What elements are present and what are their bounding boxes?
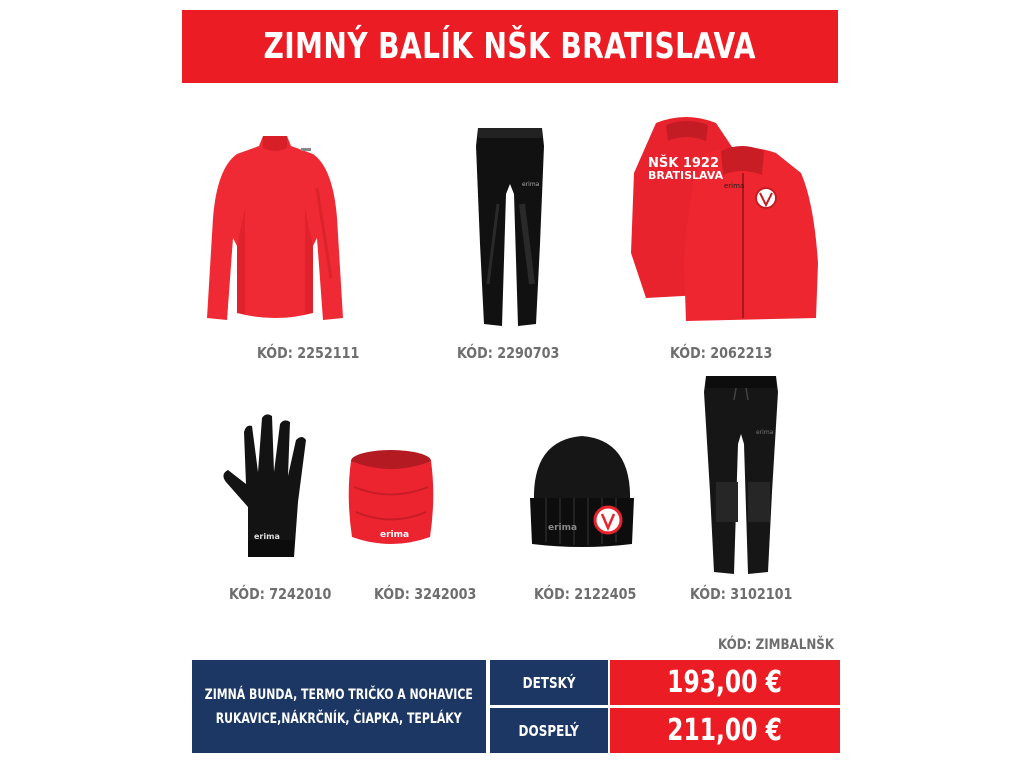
gloves-image <box>218 412 313 562</box>
thermo-pants-image <box>470 124 550 329</box>
product-code-neck-warmer: KÓD: 3242003 <box>374 585 477 603</box>
winter-jacket-image <box>626 113 821 328</box>
jacket-print-line2: BRATISLAVA <box>648 169 724 182</box>
description-line-2: RUKAVICE,NÁKRČNÍK, ČIAPKA, TEPLÁKY <box>216 710 462 727</box>
neck-warmer-image <box>342 447 440 549</box>
title-banner <box>182 10 838 83</box>
jacket-print-line1: NŠK 1922 <box>648 156 720 171</box>
price-label-adult: DOSPELÝ <box>490 708 608 753</box>
product-code-thermo-shirt: KÓD: 2252111 <box>257 344 360 362</box>
product-code-winter-jacket: KÓD: 2062213 <box>670 344 773 362</box>
thermo-shirt-image <box>205 128 345 333</box>
beanie-image <box>526 432 638 550</box>
beanie-brand: erima <box>548 523 578 533</box>
product-code-thermo-pants: KÓD: 2290703 <box>457 344 560 362</box>
neck-warmer-brand: erima <box>380 530 410 540</box>
package-code: KÓD: ZIMBALNŠK <box>718 637 835 653</box>
product-code-beanie: KÓD: 2122405 <box>534 585 637 603</box>
product-code-track-pants: KÓD: 3102101 <box>690 585 793 603</box>
svg-text:erima: erima <box>756 429 774 436</box>
svg-text:erima: erima <box>522 181 540 188</box>
svg-text:erima: erima <box>724 182 745 190</box>
track-pants-image <box>700 372 782 577</box>
package-description <box>192 660 486 753</box>
price-child: 193,00 € <box>610 660 840 705</box>
product-code-gloves: KÓD: 7242010 <box>229 585 332 603</box>
gloves-brand: erima <box>254 532 280 541</box>
price-adult: 211,00 € <box>610 708 840 753</box>
price-label-child: DETSKÝ <box>490 660 608 705</box>
description-line-1: ZIMNÁ BUNDA, TERMO TRIČKO A NOHAVICE <box>205 686 474 703</box>
page-title: ZIMNÝ BALÍK NŠK BRATISLAVA <box>263 26 757 67</box>
